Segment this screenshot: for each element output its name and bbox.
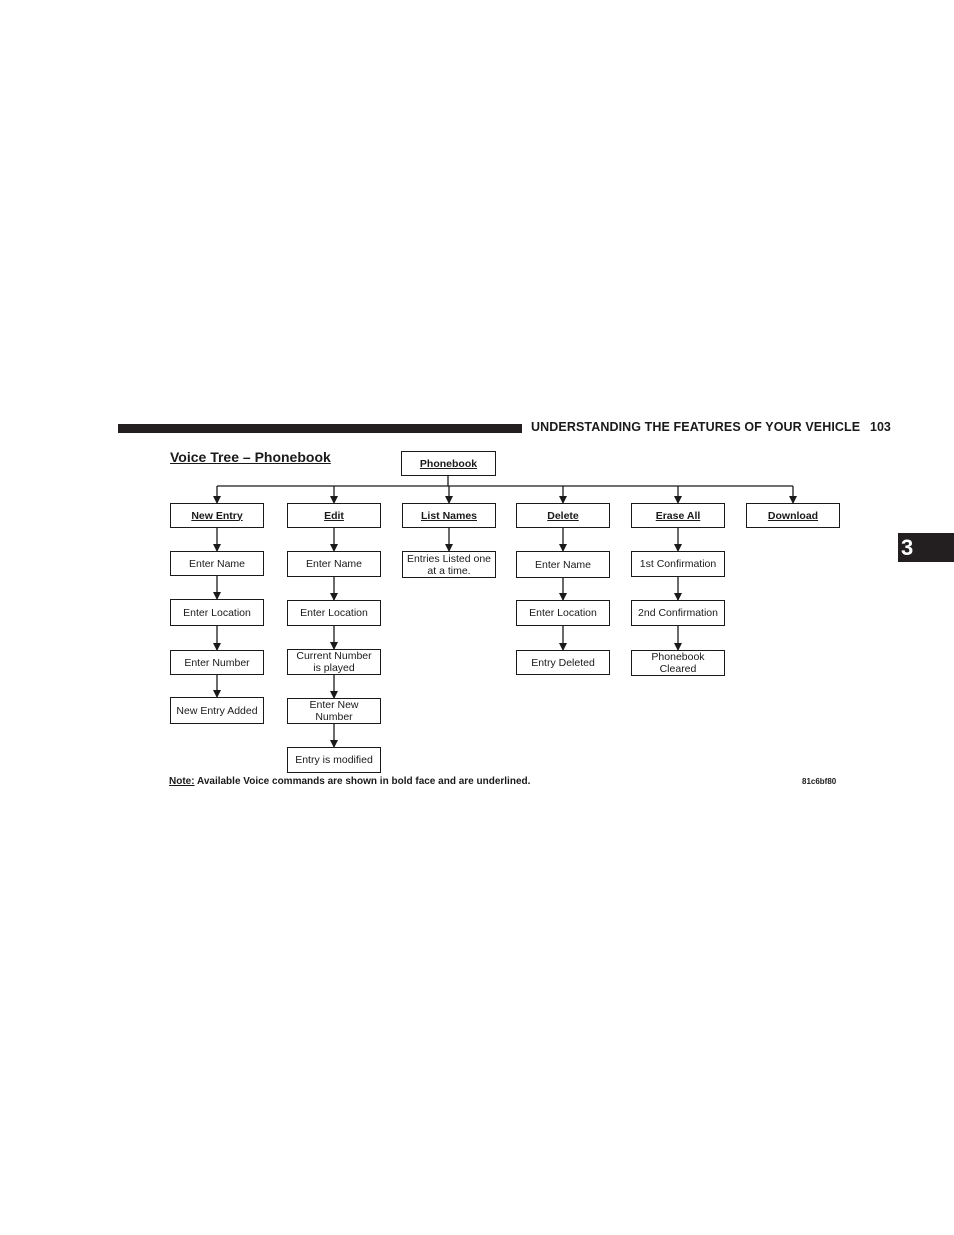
command-new-entry: New Entry	[170, 503, 264, 528]
diagram-note	[169, 776, 530, 787]
command-erase-all: Erase All	[631, 503, 725, 528]
delete-step-1: Enter Name	[516, 551, 610, 578]
section-title: UNDERSTANDING THE FEATURES OF YOUR VEHICLE	[531, 420, 861, 434]
diagram-title: Voice Tree – Phonebook	[170, 449, 331, 465]
edit-step-3: Current Number is played	[287, 649, 381, 675]
edit-step-5: Entry is modified	[287, 747, 381, 773]
list-names-step-1: Entries Listed one at a time.	[402, 551, 496, 578]
edit-step-2: Enter Location	[287, 600, 381, 626]
command-download: Download	[746, 503, 840, 528]
edit-step-1: Enter Name	[287, 551, 381, 577]
command-delete: Delete	[516, 503, 610, 528]
new-entry-step-4: New Entry Added	[170, 697, 264, 724]
note-text: Available Voice commands are shown in bold face and are underlined.	[194, 776, 531, 787]
figure-code: 81c6bf80	[802, 777, 837, 786]
new-entry-step-1: Enter Name	[170, 551, 264, 576]
delete-step-3: Entry Deleted	[516, 650, 610, 675]
edit-step-4: Enter New Number	[287, 698, 381, 724]
new-entry-step-3: Enter Number	[170, 650, 264, 675]
erase-all-step-1: 1st Confirmation	[631, 551, 725, 577]
note-label: Note:	[169, 776, 195, 787]
command-edit: Edit	[287, 503, 381, 528]
erase-all-step-2: 2nd Confirmation	[631, 600, 725, 626]
command-list-names: List Names	[402, 503, 496, 528]
delete-step-2: Enter Location	[516, 600, 610, 626]
page-number: 103	[870, 420, 891, 434]
chapter-tab: 3	[898, 533, 954, 562]
erase-all-step-3: Phonebook Cleared	[631, 650, 725, 676]
root-phonebook: Phonebook	[401, 451, 496, 476]
new-entry-step-2: Enter Location	[170, 599, 264, 626]
